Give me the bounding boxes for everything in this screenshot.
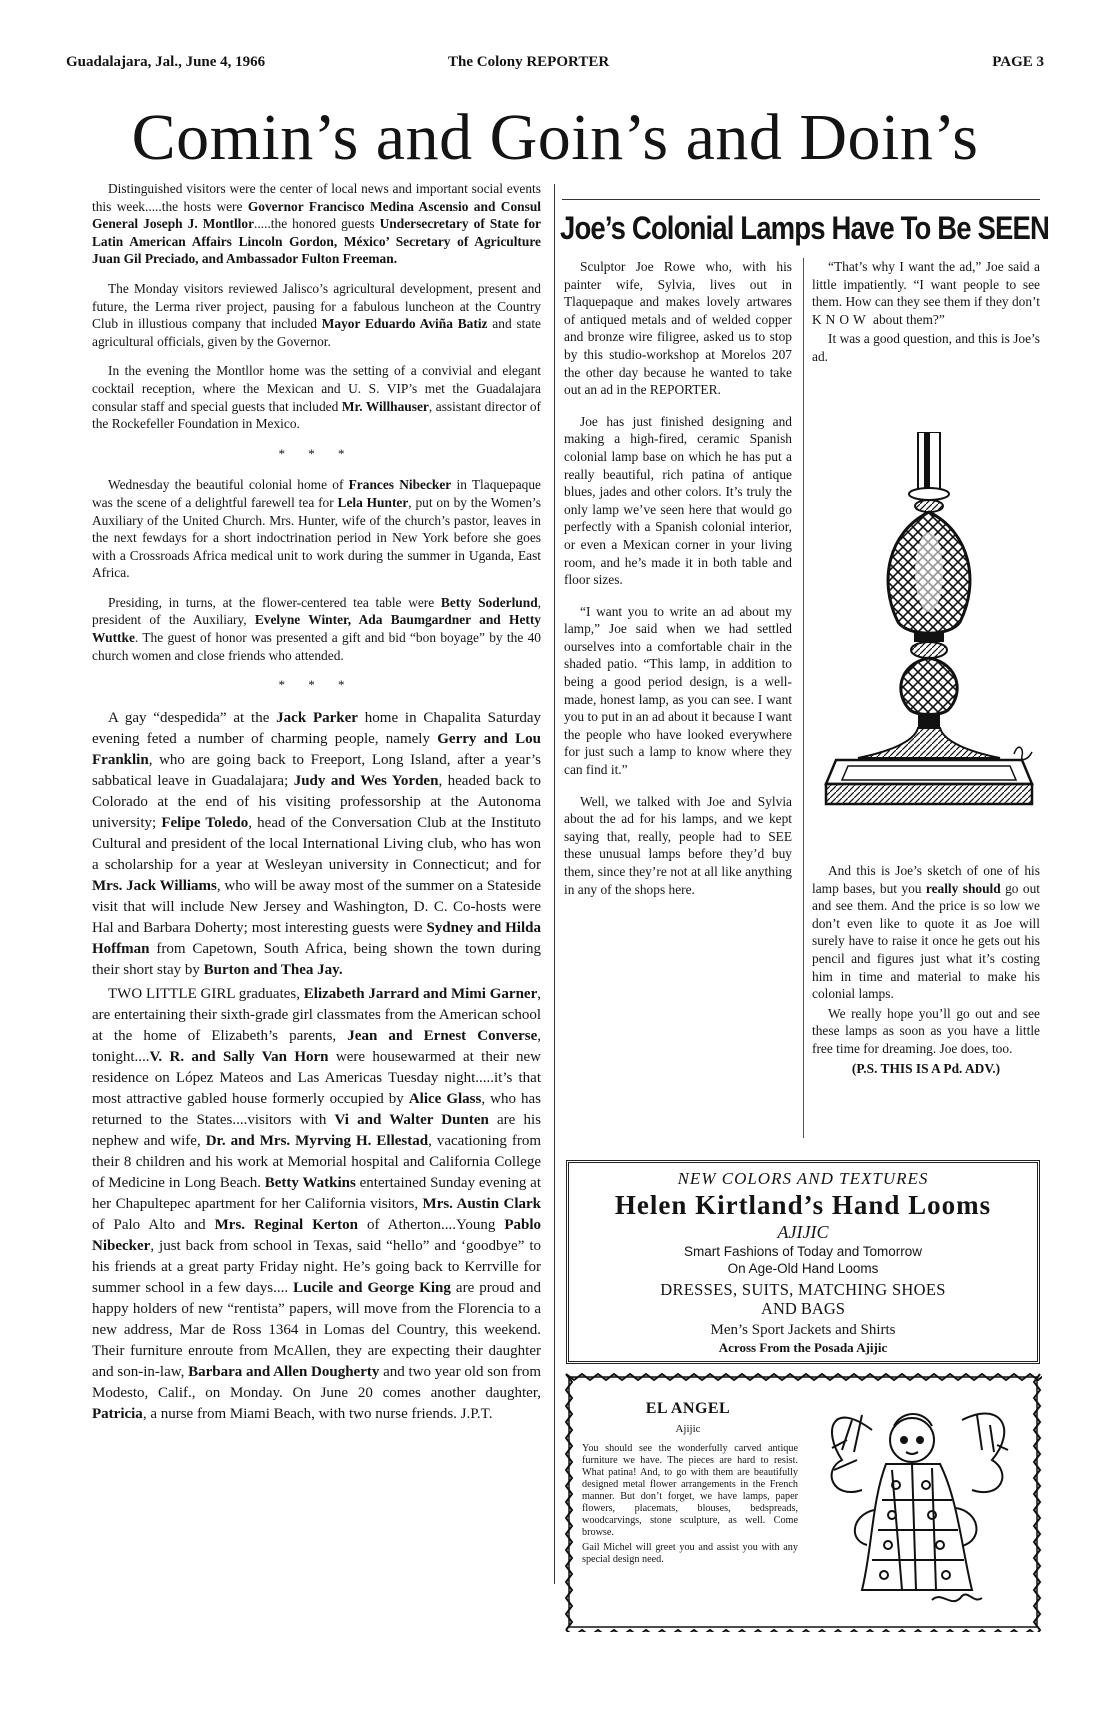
angel-ad-paragraph: Gail Michel will greet you and assist you with any special design need.	[582, 1542, 798, 1565]
joe-ad-paragraph: Well, we talked with Joe and Sylvia about the ad for his lamps, and we kept saying that, really, people had to SEE these unusual lamps before they’d buy them, since they’re not at all like anything in any of the shops here.	[564, 793, 792, 897]
angel-ad-paragraph: You should see the wonderfully carved antique furniture we have. The pieces are hard to resist. What patina! And, to go with them are beautifully designed metal flower arrangements in the French manner. But don’t forget, we have lamps, paper flowers, placemats, blouses, bedspreads, woodcarvings, stone sculpture, as well. Come browse.	[582, 1443, 798, 1538]
joe-ad-paragraph: Sculptor Joe Rowe who, with his painter wife, Sylvia, lives out in Tlaquepaque and makes lovely artwares of antiqued metals and of welded copper and bronze wire filigree, asked us to stop by this studio-workshop at Morelos 207 the other day because he wanted to take out an ad in the REPORTER.	[564, 259, 792, 398]
helen-ad-line: Across From the Posada Ajijic	[718, 1340, 888, 1355]
paragraph-presiding: Presiding, in turns, at the flower-centered tea table were Betty Soderlund, president of the Auxiliary, Evelyne Winter, Ada Baumgardner and Hetty Wuttke. The guest of honor was presented a gift and bid “bon boyage” by the 40 church women and close friends who attended.	[92, 594, 542, 663]
joe-ad-paragraph: It was a good question, and this is Joe’s ad.	[812, 331, 1040, 364]
helen-ad-line: Men’s Sport Jackets and Shirts	[710, 1322, 896, 1338]
joe-ad-paragraph: And this is Joe’s sketch of one of his lamp bases, but you really should go out and see them. And the price is so low we don’t even like to quote it as Joe will surely have to raise it once he gets out his pencil and figures just what it’s costing him in time and material to make his colonial lamps.	[812, 863, 1040, 1002]
masthead	[66, 54, 1044, 74]
dateline: Guadalajara, Jal., June 4, 1966	[66, 54, 266, 70]
joe-ad-paragraph: “That’s why I want the ad,” Joe said a little impatiently. “I want people to see them. How can they see them if they don’t KNOW about them?”	[812, 259, 1040, 327]
joe-ad-paragraph: “I want you to write an ad about my lamp,” Joe said when we had settled ourselves into a comfortable chair in the shaded patio. “This lamp, in addition to being a good period design, is a well-made, honest lamp, as you can see. I want you to put in an ad about it because I want the people who have looked everywhere for just such a lamp to know where they can find it.”	[564, 603, 792, 778]
joe-ad-headline: Joe’s Colonial Lamps Have To Be SEEN	[560, 210, 1050, 246]
joe-ad-column-2-lower	[812, 862, 1040, 1079]
angel-ad-body	[582, 1443, 798, 1569]
helen-ad-town: AJIJIC	[777, 1222, 829, 1242]
section-divider: * * *	[278, 445, 355, 461]
joe-ad-paragraph: Joe has just finished designing and making a high-fired, ceramic Spanish colonial lamp base on which he has put a really beautiful, rich patina of antique blues, jades and other colors. It’s truly the only lamp we’ve seen here that would go perfectly with a Spanish colonial interior, or even a Mexican corner in your living room, and he’s made it in both table and floor sizes.	[564, 413, 792, 588]
helen-ad-line: DRESSES, SUITS, MATCHING SHOES	[660, 1280, 946, 1299]
helen-ad-tagline: NEW COLORS AND TEXTURES	[677, 1169, 929, 1188]
joe-ad-ps: (P.S. THIS IS A Pd. ADV.)	[851, 1060, 1001, 1076]
section-rule	[562, 199, 1040, 200]
joe-ad-paragraph: We really hope you’ll go out and see these lamps as soon as you have a little free time for dreaming. Joe does, too.	[812, 1005, 1040, 1056]
angel-ad-town: Ajijic	[675, 1423, 701, 1435]
helen-ad-name: Helen Kirtland’s Hand Looms	[614, 1190, 992, 1220]
joe-ad-column-rule	[803, 258, 804, 1138]
lamp-sketch-image	[818, 432, 1040, 854]
helen-ad-line: AND BAGS	[761, 1299, 845, 1318]
angel-illustration-icon	[812, 1390, 1022, 1618]
section-divider: * * *	[278, 677, 355, 693]
paragraph-evening: In the evening the Montllor home was the setting of a convivial and elegant cocktail reception, where the Mexican and U. S. VIP’s met the Guadalajara consular staff and special guests that included Mr. Willhauser, assistant director of the Rockefeller Foundation in Mexico.	[92, 363, 541, 432]
page-number: PAGE 3	[992, 54, 1044, 70]
paragraph-monday: The Monday visitors reviewed Jalisco’s agricultural development, present and future, the Lerma river project, pausing for a fabulous luncheon at the Country Club in illustious company that included Mayor Eduardo Aviña Batiz and state agricultural officials, given by the Governor.	[92, 280, 541, 349]
paragraph-wednesday: Wednesday the beautiful colonial home of Frances Nibecker in Tlaquepaque was the scene of a delightful farewell tea for Lela Hunter, put on by the Women’s Auxiliary of the United Church. Mrs. Hunter, wife of the church’s pastor, leaves in the next fewdays for a short indoctrination period in New York before she goes with a Crossroads Africa medical unit to work during the summer in Uganda, East Africa.	[92, 477, 541, 581]
helen-kirtland-ad	[566, 1160, 1040, 1364]
paragraph-despedida: A gay “despedida” at the Jack Parker home in Chapalita Saturday evening feted a number of charming people, namely Gerry and Lou Franklin, who are going back to Freeport, Long Island, after a year’s sabbatical leave in Guadalajara; Judy and Wes Yorden, headed back to Colorado at the end of his visiting professorship at the Autonoma university; Felipe Toledo, head of the Conversation Club at the Instituto Cultural and president of the local International Living club, who has won a scholarship for a year at Wesleyan university in Connecticut; and for Mrs. Jack Williams, who will be away most of the summer on a Stateside visit that will include New Jersey and Washington, D. C. Co-hosts were Hal and Barbara Doherty; most interesting guests were Sydney and Hilda Hoffman from Capetown, South Africa, being shown the town during their short stay by Burton and Thea Jay.	[92, 709, 542, 978]
lamp-icon	[818, 432, 1040, 854]
joe-ad-column-2	[812, 258, 1040, 368]
paragraph-graduates: TWO LITTLE GIRL graduates, Elizabeth Jarrard and Mimi Garner, are entertaining their sixth-grade girl classmates from the American school at the home of Elizabeth’s parents, Jean and Ernest Converse, tonight....V. R. and Sally Van Horn were housewarmed at their new residence on López Mateos and Las Americas Tuesday night.....it’s that most attractive gabled house formerly occupied by Alice Glass, who has returned to the States....visitors with Vi and Walter Dunten are his nephew and wife, Dr. and Mrs. Myrving H. Ellestad, vacationing from their 8 children and his work at Memorial hospital and California College of Medicine in Long Beach. Betty Watkins entertained Sunday evening at her Chapultepec apartment for her California visitors, Mrs. Austin Clark of Palo Alto and Mrs. Reginal Kerton of Atherton....Young Pablo Nibecker, just back from school in Texas, said “hello” and ‘goodbye” to his friends at a great party Friday night. He’s going back to Kerrville for summer school in a few days.... Lucile and George King are proud and happy holders of new “rentista” papers, will move from the Florencia to a new address, Mar de Ross 1364 in Lomas del Country, this weekend. Their furniture enroute from McAllen, they are expecting their daughter and son-in-law, Barbara and Allen Dougherty and two year old son from Modesto, Calif., on Monday. On June 20 comes another daughter, Patricia, a nurse from Miami Beach, with two nurse friends. J.P.T.	[92, 985, 542, 1422]
column-divider	[554, 184, 555, 1584]
page-headline: Comin’s and Goin’s and Doin’s	[131, 101, 979, 174]
helen-ad-line: Smart Fashions of Today and Tomorrow	[683, 1244, 923, 1259]
joe-ad-column-1	[564, 258, 792, 912]
social-column	[92, 180, 541, 1428]
angel-ad-title: EL ANGEL	[645, 1400, 731, 1417]
helen-ad-line: On Age-Old Hand Looms	[727, 1261, 879, 1276]
paper-name: The Colony REPORTER	[448, 54, 610, 70]
el-angel-ad	[564, 1372, 1042, 1632]
paragraph-visitors: Distinguished visitors were the center of local news and important social events this week.....the hosts were Governor Francisco Medina Ascensio and Consul General Joseph J. Montllor.....the honored guests Undersecretary of State for Latin American Affairs Lincoln Gordon, México’ Secretary of Agriculture Juan Gil Preciado, and Ambassador Fulton Freeman.	[92, 181, 541, 267]
